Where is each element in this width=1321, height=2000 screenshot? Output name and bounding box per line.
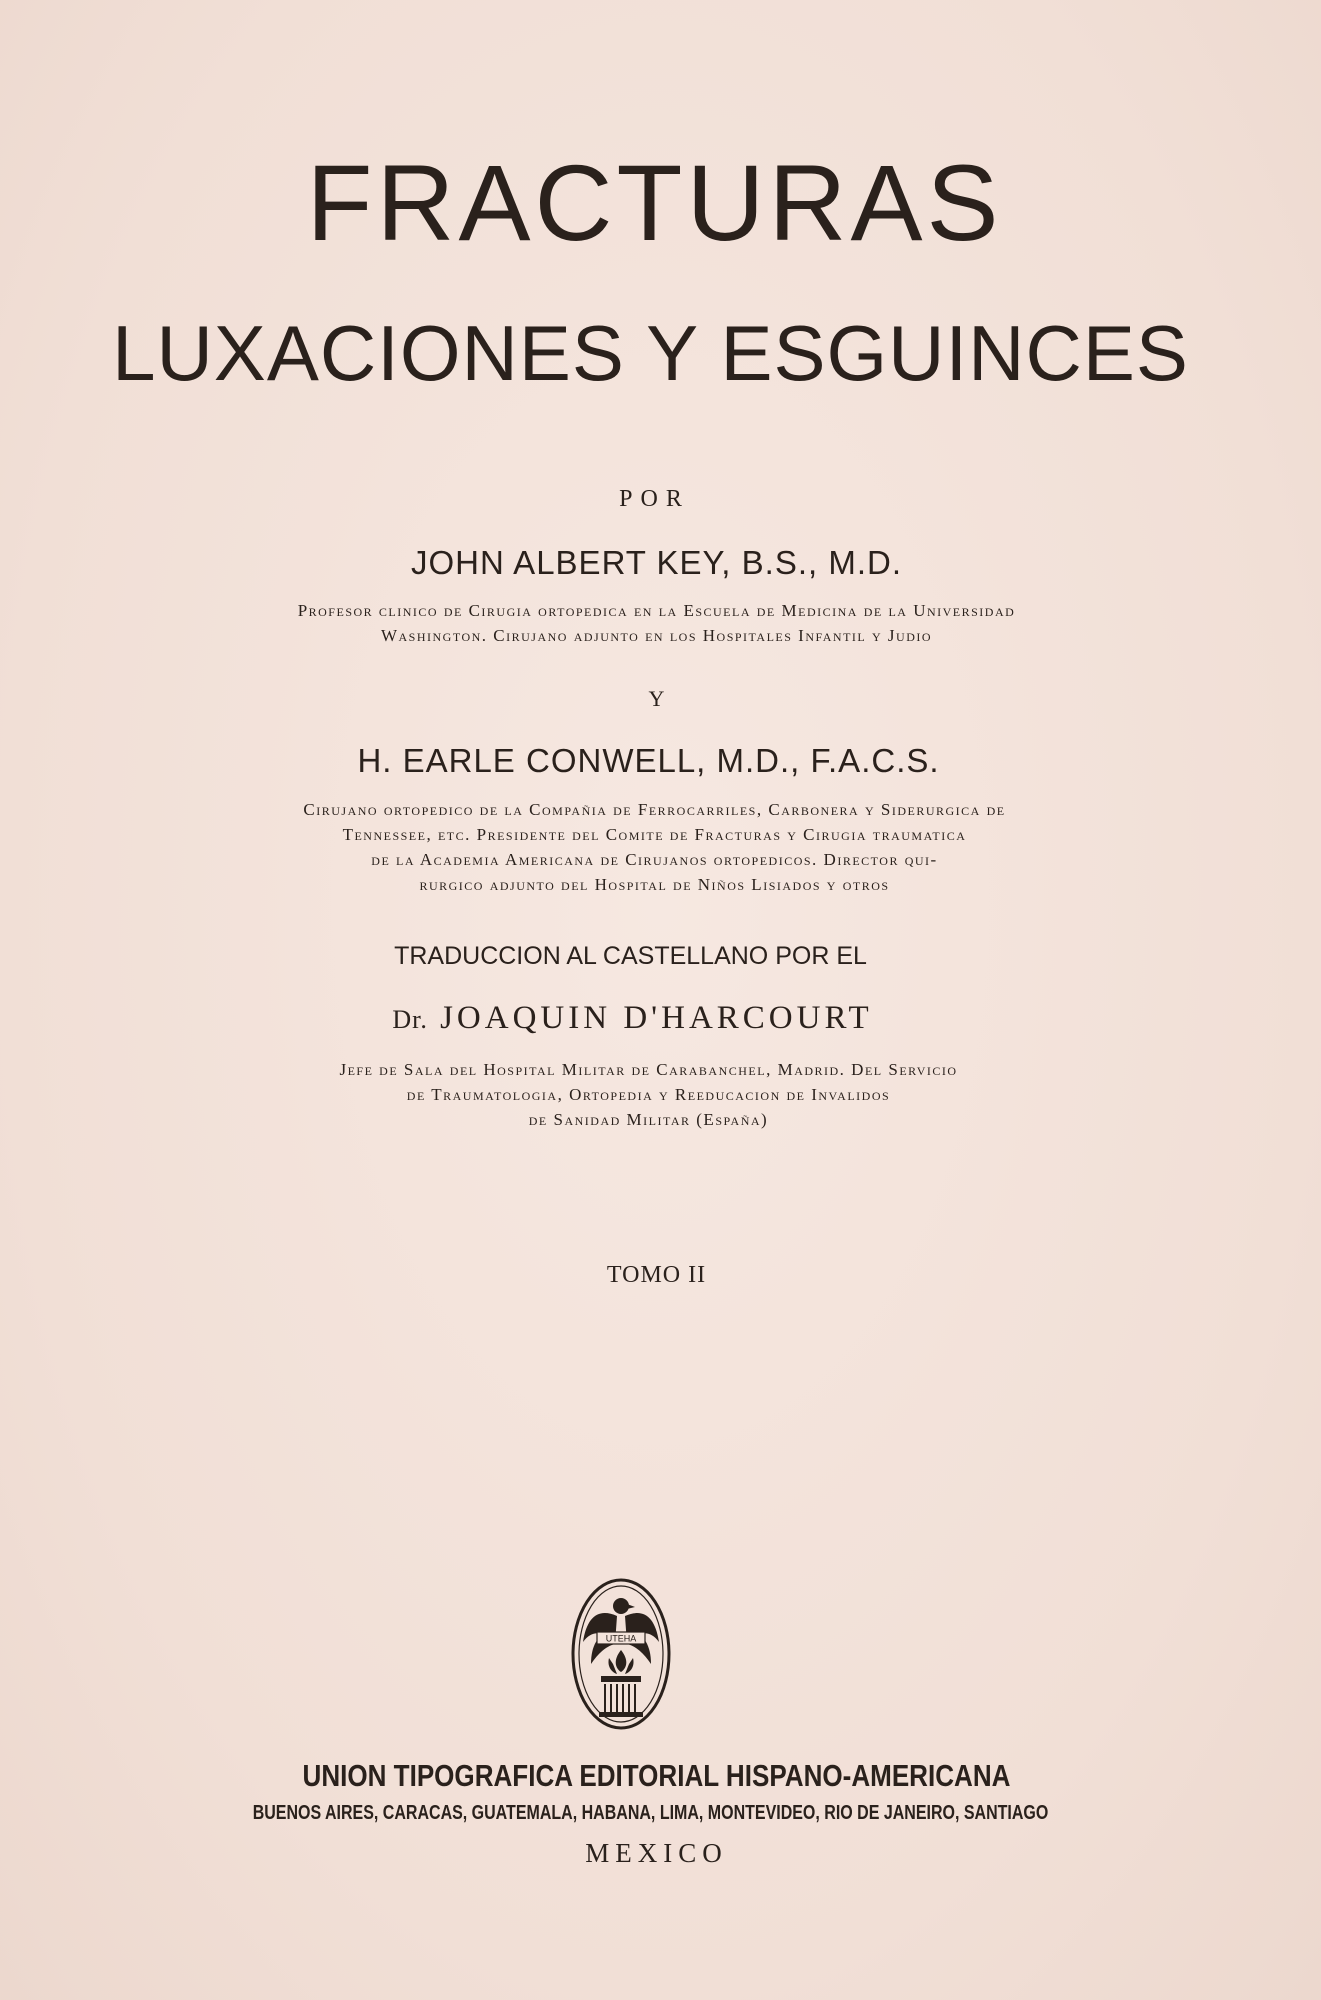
credential-line: de la Academia Americana de Cirujanos ortopedicos. Director qui- bbox=[371, 850, 938, 869]
author-2-credentials bbox=[0, 797, 1315, 897]
author-1-credentials bbox=[0, 598, 1317, 648]
publisher-cities: BUENOS AIRES, CARACAS, GUATEMALA, HABANA, LIMA, MONTEVIDEO, RIO DE JANEIRO, SANTIAGO bbox=[252, 1802, 1049, 1824]
translator-credentials bbox=[0, 1057, 1309, 1132]
credential-line: rurgico adjunto del Hospital de Niños Lisiados y otros bbox=[419, 875, 890, 894]
author-2-name: H. EARLE CONWELL, M.D., F.A.C.S. bbox=[357, 742, 940, 779]
book-subtitle: LUXACIONES Y ESGUINCES bbox=[112, 309, 1189, 397]
credential-line: de Sanidad Militar (España) bbox=[528, 1110, 769, 1129]
credential-line: Washington. Cirujano adjunto en los Hospitales Infantil y Judio bbox=[380, 626, 933, 645]
volume-label: TOMO II bbox=[606, 1262, 707, 1288]
credential-line: de Traumatologia, Ortopedia y Reeducacion de Invalidos bbox=[406, 1085, 891, 1104]
eagle-emblem-icon bbox=[569, 1576, 673, 1732]
credential-line: Profesor clinico de Cirugia ortopedica en la Escuela de Medicina de la Universidad bbox=[297, 601, 1016, 620]
translator-prefix: Dr. bbox=[392, 1005, 428, 1034]
author-1-name: JOHN ALBERT KEY, B.S., M.D. bbox=[411, 544, 902, 581]
logo-text: UTEHA bbox=[605, 1633, 637, 1644]
translator-name bbox=[0, 1000, 1293, 1037]
credential-line: Cirujano ortopedico de la Compañia de Ferrocarriles, Carbonera y Siderurgica de bbox=[303, 800, 1006, 819]
publisher-name: UNION TIPOGRAFICA EDITORIAL HISPANO-AMERICANA bbox=[302, 1758, 1011, 1793]
by-label: POR bbox=[619, 486, 690, 512]
credential-line: Tennessee, etc. Presidente del Comite de Fracturas y Cirugia traumatica bbox=[342, 825, 967, 844]
publisher-location: MEXICO bbox=[585, 1838, 728, 1868]
translation-note: TRADUCCION AL CASTELLANO POR EL bbox=[394, 942, 867, 970]
credential-line: Jefe de Sala del Hospital Militar de Carabanchel, Madrid. Del Servicio bbox=[339, 1060, 958, 1079]
book-title: FRACTURAS bbox=[306, 142, 1003, 263]
conjunction: Y bbox=[648, 686, 665, 711]
translator-name-text: JOAQUIN D'HARCOURT bbox=[440, 1000, 873, 1036]
